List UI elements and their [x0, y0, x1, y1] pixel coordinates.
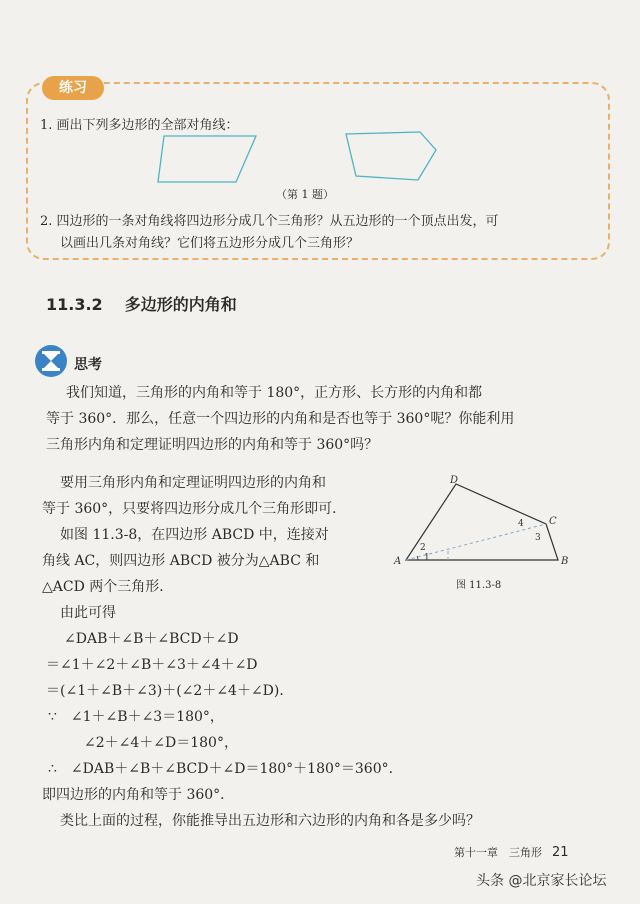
- think-text-line-3: 三角形内角和定理证明四边形的内角和等于 360°吗？: [46, 437, 379, 453]
- quadrilateral-abcd-figure: [386, 474, 586, 574]
- section-title: 多边形的内角和: [124, 295, 237, 314]
- proof-line-6: ∴ ∠DAB＋∠B＋∠BCD＋∠D＝180°＋180°＝360°．: [48, 761, 403, 777]
- quadrilateral-shape: [158, 136, 256, 182]
- body-line-2: 等于 360°，只要将四边形分成几个三角形即可．: [42, 501, 347, 517]
- label-a: A: [394, 556, 402, 567]
- body-line-6: 由此可得: [60, 605, 116, 621]
- exercise-question-1: 1. 画出下列多边形的全部对角线：: [40, 118, 239, 133]
- body-line-5: △ACD 两个三角形．: [42, 579, 174, 595]
- body-line-1: 要用三角形内角和定理证明四边形的内角和: [60, 475, 326, 491]
- think-text-line-1: 我们知道，三角形的内角和等于 180°，正方形、长方形的内角和都: [66, 385, 483, 401]
- label-3: 3: [535, 533, 541, 543]
- think-label: 思考: [74, 357, 102, 373]
- label-b: B: [561, 556, 569, 567]
- proof-line-5: ∠2＋∠4＋∠D＝180°，: [84, 735, 238, 751]
- body-line-3: 如图 11.3-8，在四边形 ABCD 中，连接对: [60, 527, 329, 543]
- exercise-question-2-line-1: 2. 四边形的一条对角线将四边形分成几个三角形？从五边形的一个顶点出发，可: [40, 214, 499, 229]
- exercise-polygon-figures: [150, 128, 450, 188]
- proof-line-2: ＝∠1＋∠2＋∠B＋∠3＋∠4＋∠D: [46, 657, 258, 673]
- body-line-4: 角线 AC，则四边形 ABCD 被分为△ABC 和: [42, 553, 320, 569]
- proof-line-1: ∠DAB＋∠B＋∠BCD＋∠D: [64, 631, 239, 647]
- page-footer: [454, 844, 569, 860]
- label-4: 4: [518, 519, 524, 529]
- body-line-7: 即四边形的内角和等于 360°．: [42, 787, 235, 803]
- proof-line-4: ∵ ∠1＋∠B＋∠3＝180°，: [48, 709, 224, 725]
- pentagon-shape: [346, 132, 436, 180]
- hourglass-icon: [34, 344, 68, 378]
- label-c: C: [549, 516, 557, 527]
- figure-caption: 图 11.3-8: [456, 580, 502, 591]
- proof-line-3: ＝(∠1＋∠B＋∠3)＋(∠2＋∠4＋∠D)．: [46, 683, 294, 699]
- label-1: 1: [424, 553, 430, 563]
- think-text-line-2: 等于 360°．那么，任意一个四边形的内角和是否也等于 360°呢？你能利用: [46, 411, 515, 427]
- exercise-figure-caption: （第 1 题）: [276, 188, 334, 201]
- quadrilateral-abcd: [406, 484, 558, 560]
- label-d: D: [450, 475, 459, 486]
- section-number: 11.3.2: [46, 295, 103, 314]
- section-heading: [46, 292, 237, 315]
- body-line-8: 类比上面的过程，你能推导出五边形和六边形的内角和各是多少吗？: [60, 813, 480, 829]
- chapter-label: 第十一章 三角形: [454, 846, 542, 859]
- exercise-tab-label: 练习: [42, 76, 104, 100]
- page-number: 21: [552, 845, 569, 860]
- exercise-question-2-line-2: 以画出几条对角线？它们将五边形分成几个三角形？: [60, 236, 360, 251]
- watermark: 头条 @北京家长论坛: [476, 873, 607, 889]
- label-2: 2: [420, 543, 426, 553]
